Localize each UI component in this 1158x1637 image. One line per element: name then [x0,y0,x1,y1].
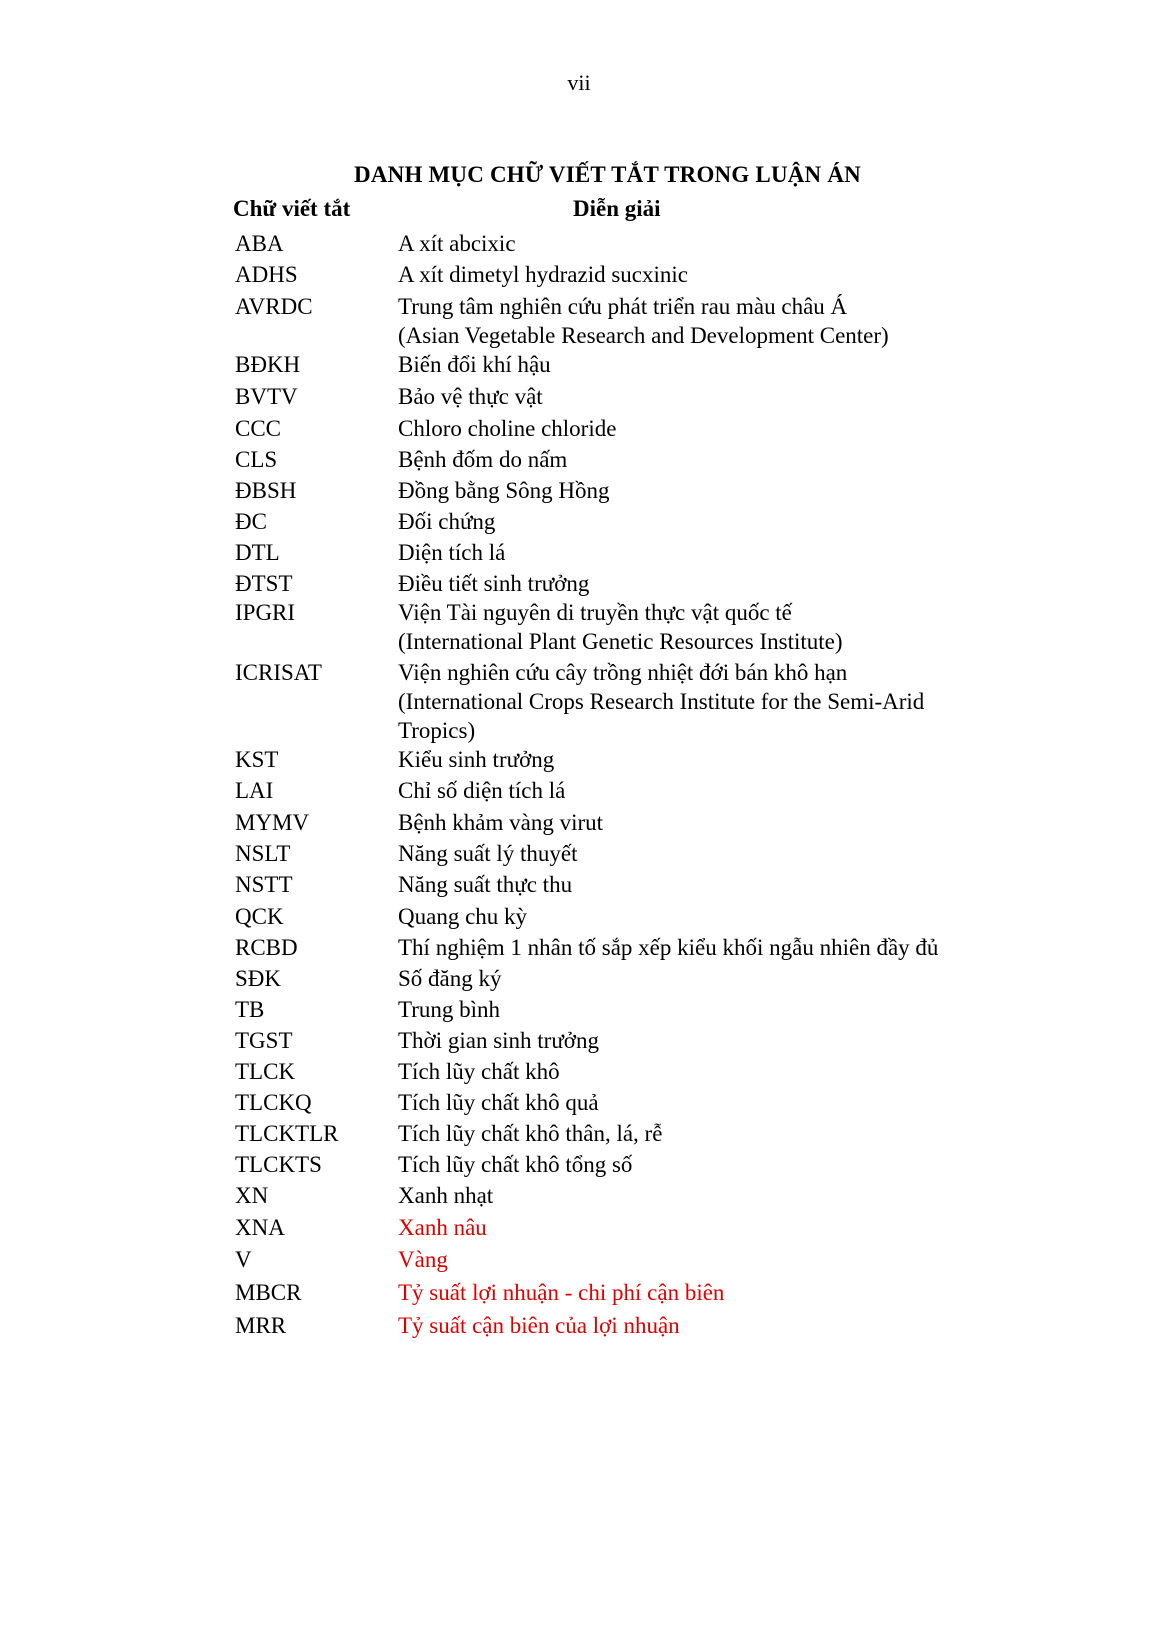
description: Kiểu sinh trưởng [398,747,555,772]
list-item [235,933,1005,962]
abbreviation: BĐKH [235,352,301,377]
list-item [235,1213,1005,1242]
description: Biến đổi khí hậu [398,352,551,377]
abbreviation: NSTT [235,872,293,897]
list-item [235,350,1005,379]
abbreviation: RCBD [235,935,298,960]
list-item [235,1026,1005,1055]
description: Bệnh đốm do nấm [398,447,568,472]
description: Trung tâm nghiên cứu phát triển rau màu châu Á (Asian Vegetable Research and Development Center) [398,294,889,348]
abbreviation: AVRDC [235,294,313,319]
description: Diện tích lá [398,540,506,565]
abbreviation: MYMV [235,810,310,835]
abbreviation: TLCKQ [235,1090,312,1115]
list-item [235,445,1005,474]
description: Vàng [398,1247,448,1272]
abbreviation: TGST [235,1028,293,1053]
description: Tỷ suất lợi nhuận - chi phí cận biên [398,1280,725,1305]
list-item [235,839,1005,868]
description: Tích lũy chất khô [398,1059,560,1084]
abbreviation: ĐTST [235,571,293,596]
abbreviation-list [235,229,1005,1340]
list-item [235,870,1005,899]
abbreviation: IPGRI [235,600,296,625]
table-header [233,196,993,226]
description: Đồng bằng Sông Hồng [398,478,610,503]
abbreviation: ĐC [235,509,267,534]
list-item [235,1150,1005,1179]
abbreviation: DTL [235,540,280,565]
list-item [235,745,1005,774]
abbreviation: KST [235,747,279,772]
list-item [235,964,1005,993]
abbreviation: ABA [235,231,284,256]
list-item [235,598,1005,656]
list-item [235,1181,1005,1210]
abbreviation: XN [235,1183,269,1208]
list-item [235,507,1005,536]
description: Thí nghiệm 1 nhân tố sắp xếp kiểu khối ngẫu nhiên đầy đủ [398,935,939,960]
list-item [235,260,1005,289]
description: Xanh nâu [398,1215,487,1240]
list-item [235,292,1005,350]
abbreviation: XNA [235,1215,285,1240]
abbreviation: NSLT [235,841,291,866]
description: Chloro choline chloride [398,416,617,441]
abbreviation: BVTV [235,384,298,409]
abbreviation: CCC [235,416,282,441]
abbreviation: MRR [235,1313,287,1338]
list-item [235,995,1005,1024]
abbreviation: MBCR [235,1280,302,1305]
list-item [235,1088,1005,1117]
list-item [235,414,1005,443]
description: Tỷ suất cận biên của lợi nhuận [398,1313,680,1338]
list-item [235,1278,1005,1307]
header-description: Diễn giải [573,196,661,221]
list-item [235,902,1005,931]
description: Tích lũy chất khô tổng số [398,1152,633,1177]
abbreviation: TLCKTS [235,1152,322,1177]
list-item [235,658,1005,745]
abbreviation: ADHS [235,262,298,287]
abbreviation: ICRISAT [235,660,322,685]
list-item [235,476,1005,505]
description: Tích lũy chất khô thân, lá, rễ [398,1121,663,1146]
description: Tích lũy chất khô quả [398,1090,599,1115]
description: Điều tiết sinh trưởng [398,571,590,596]
description: A xít dimetyl hydrazid sucxinic [398,262,689,287]
description: Quang chu kỳ [398,904,528,929]
abbreviation: LAI [235,778,274,803]
description: Trung bình [398,997,501,1022]
list-item [235,538,1005,567]
description: Bảo vệ thực vật [398,384,543,409]
list-item [235,1311,1005,1340]
description: A xít abcixic [398,231,516,256]
abbreviation: ĐBSH [235,478,297,503]
abbreviation: SĐK [235,966,282,991]
abbreviation: QCK [235,904,284,929]
description: Năng suất thực thu [398,872,573,897]
abbreviation: TLCKTLR [235,1121,339,1146]
header-abbreviation: Chữ viết tắt [233,196,351,221]
list-item [235,1057,1005,1086]
description: Thời gian sinh trưởng [398,1028,599,1053]
list-item [235,1119,1005,1148]
description: Năng suất lý thuyết [398,841,578,866]
description: Đối chứng [398,509,496,534]
list-item [235,776,1005,805]
description: Bệnh khảm vàng virut [398,810,604,835]
page-title: DANH MỤC CHỮ VIẾT TẮT TRONG LUẬN ÁN [354,162,861,187]
list-item [235,808,1005,837]
list-item [235,229,1005,258]
list-item [235,382,1005,411]
abbreviation: TB [235,997,265,1022]
abbreviation: V [235,1247,252,1272]
abbreviation: TLCK [235,1059,296,1084]
list-item [235,1245,1005,1274]
description: Viện nghiên cứu cây trồng nhiệt đới bán khô hạn (International Crops Research Institute for the Semi-Arid Tropics) [398,660,925,743]
page-number: vii [567,70,591,95]
description: Xanh nhạt [398,1183,494,1208]
description: Chỉ số diện tích lá [398,778,566,803]
list-item [235,569,1005,598]
description: Số đăng ký [398,966,502,991]
abbreviation: CLS [235,447,278,472]
description: Viện Tài nguyên di truyền thực vật quốc tế (International Plant Genetic Resources Institute) [398,600,843,654]
